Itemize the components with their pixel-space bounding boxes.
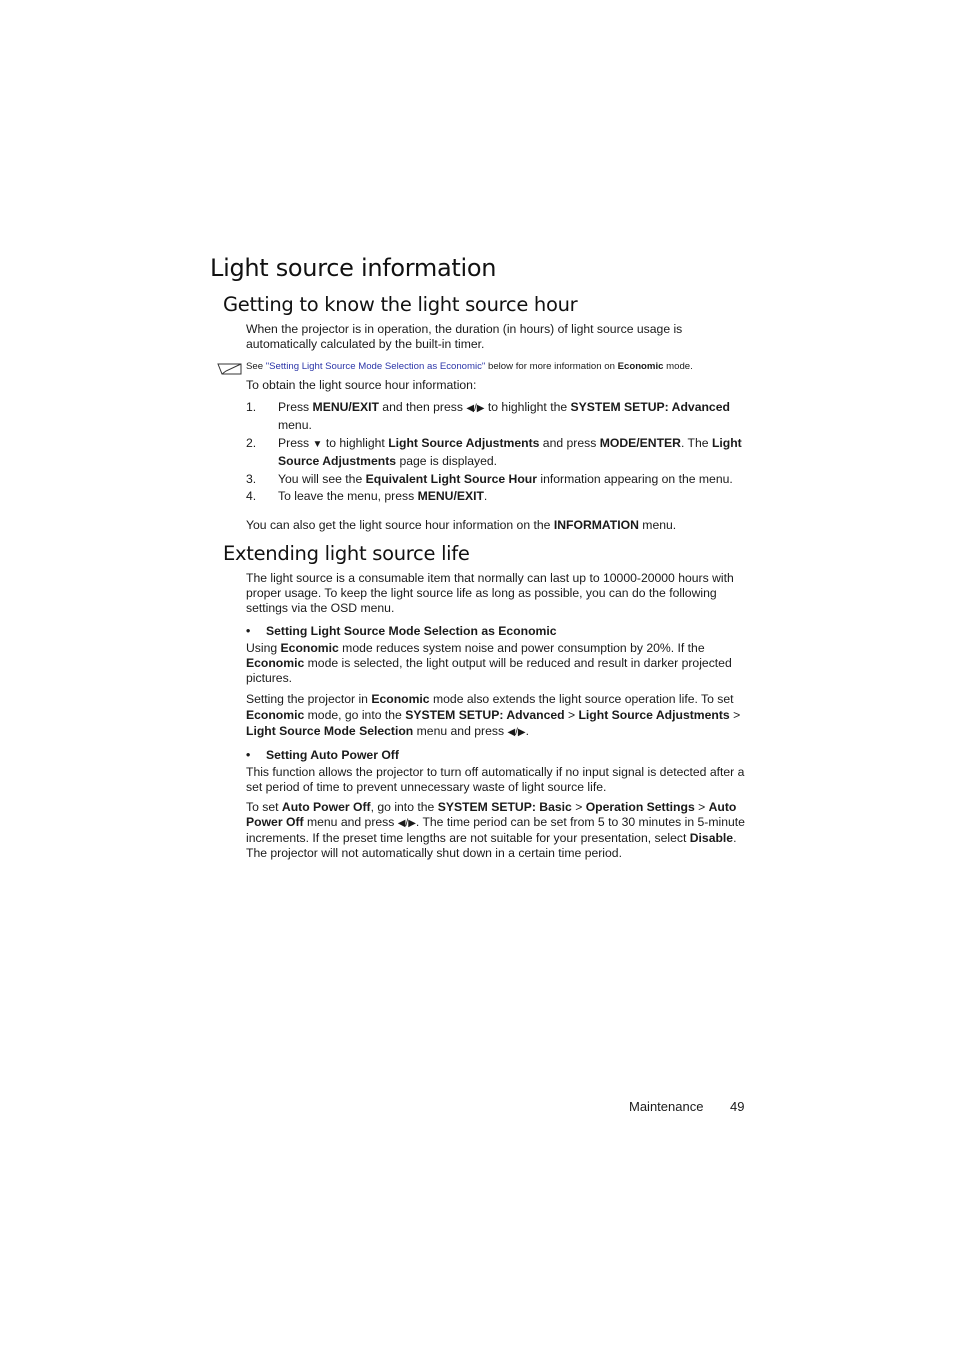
para-text: menu and press: [413, 724, 508, 738]
para-text: mode also extends the light source operation life. To set: [429, 692, 734, 706]
para-bold: Auto Power Off: [281, 800, 371, 814]
step-bold: Equivalent Light Source Hour: [365, 472, 537, 486]
step-bold: MENU/EXIT: [417, 489, 484, 503]
list-item: [246, 488, 746, 504]
step-number: 1.: [246, 400, 257, 414]
step-bold: MODE/ENTER: [599, 436, 681, 450]
para-text: , go into the: [370, 800, 438, 814]
bullet-label: Setting Light Source Mode Selection as Economic: [266, 624, 557, 638]
left-right-arrow-icon: ◀/▶: [507, 727, 526, 738]
step-text: information appearing on the menu.: [536, 472, 733, 486]
para-bold: Economic: [246, 708, 305, 722]
bullet-dot-icon: •: [246, 748, 251, 762]
para-text: .: [525, 724, 529, 738]
auto-power-off-paragraph-2: [246, 800, 746, 861]
step-number: 3.: [246, 472, 257, 486]
step-bold: Light Source Adjustments: [388, 436, 540, 450]
section1-lead: To obtain the light source hour information:: [246, 378, 477, 392]
closing-text: menu.: [638, 518, 677, 532]
section1-closing: [246, 518, 746, 533]
step-text: You will see the: [278, 472, 366, 486]
note-prefix: See: [246, 361, 266, 372]
para-bold: SYSTEM SETUP: Advanced: [405, 708, 565, 722]
auto-power-off-paragraph-1: This function allows the projector to turn off automatically if no input signal is detected after a set period of time to prevent unnecessary waste of light source life.: [246, 765, 745, 794]
step-text: Press: [278, 400, 313, 414]
note-suffix: mode.: [663, 361, 693, 372]
para-text: Using: [246, 641, 281, 655]
para-text: >: [729, 708, 741, 722]
page-heading: Light source information: [210, 254, 497, 282]
list-item: [246, 471, 746, 487]
step-text: and then press: [378, 400, 467, 414]
step-text: and press: [539, 436, 600, 450]
bullet-auto-power-off: [246, 748, 399, 762]
para-bold: Economic: [371, 692, 430, 706]
step-text: .: [483, 489, 488, 503]
pencil-note-icon: [216, 360, 244, 377]
step-text: page is displayed.: [396, 454, 498, 468]
note-link[interactable]: "Setting Light Source Mode Selection as Economic": [265, 361, 486, 372]
bullet-economic: [246, 624, 557, 638]
step-bold: MENU/EXIT: [312, 400, 379, 414]
step-text: Press: [278, 436, 313, 450]
para-bold: Light Source Mode Selection: [246, 724, 414, 738]
note-middle: below for more information on: [485, 361, 618, 372]
section-title-light-source-hour: Getting to know the light source hour: [223, 293, 578, 316]
para-text: mode, go into the: [304, 708, 406, 722]
step-text: . The: [680, 436, 712, 450]
para-text: Setting the projector in: [246, 692, 372, 706]
left-right-arrow-icon: ◀/▶: [466, 403, 485, 414]
economic-paragraph-1: [246, 641, 746, 686]
para-text: menu and press: [303, 815, 398, 829]
footer-section-name: Maintenance: [629, 1099, 704, 1114]
para-bold: Light Source Adjustments: [578, 708, 730, 722]
note-bold: Economic: [617, 361, 664, 372]
steps-list: [246, 399, 746, 505]
para-bold: Disable: [689, 831, 734, 845]
step-text: menu.: [278, 418, 312, 432]
closing-bold: INFORMATION: [553, 518, 639, 532]
section2-intro: The light source is a consumable item that normally can last up to 10000-20000 hours with proper usage. To keep the light source life as long as possible, you can do the following settings via the OSD menu.: [246, 571, 734, 615]
step-text: to highlight the: [484, 400, 571, 414]
para-bold: SYSTEM SETUP: Basic: [437, 800, 572, 814]
para-text: >: [571, 800, 586, 814]
para-text: mode is selected, the light output will be reduced and result in darker projected pictures.: [246, 656, 732, 685]
para-text: >: [694, 800, 709, 814]
list-item: [246, 435, 746, 469]
step-number: 4.: [246, 489, 257, 503]
section-title-extending-life: Extending light source life: [223, 542, 470, 565]
list-item: [246, 399, 746, 433]
step-number: 2.: [246, 436, 257, 450]
down-arrow-icon: ▼: [312, 439, 323, 450]
step-text: to highlight: [322, 436, 389, 450]
economic-paragraph-2: [246, 691, 746, 741]
note-text: [246, 361, 746, 373]
closing-text: You can also get the light source hour information on the: [246, 518, 554, 532]
footer-page-number: 49: [730, 1099, 745, 1114]
step-bold: Light Source Adjustments: [278, 436, 742, 468]
para-text: >: [564, 708, 579, 722]
para-text: To set: [246, 800, 282, 814]
para-text: . The projector will not automatically shut down in a certain time period.: [246, 831, 737, 860]
step-bold: SYSTEM SETUP: Advanced: [570, 400, 730, 414]
para-text: mode reduces system noise and power consumption by 20%. If the: [338, 641, 705, 655]
left-right-arrow-icon: ◀/▶: [397, 818, 416, 829]
bullet-dot-icon: •: [246, 624, 251, 638]
para-bold: Operation Settings: [585, 800, 695, 814]
bullet-label: Setting Auto Power Off: [266, 748, 399, 762]
para-bold: Economic: [246, 656, 305, 670]
step-text: To leave the menu, press: [278, 489, 418, 503]
para-bold: Economic: [280, 641, 339, 655]
para-text: . The time period can be set from 5 to 30 minutes in 5-minute increments. If the preset time lengths are not suitable for your presentation, select: [246, 815, 745, 845]
section1-intro: When the projector is in operation, the duration (in hours) of light source usage is automatically calculated by the built-in timer.: [246, 322, 683, 351]
para-bold: Auto Power Off: [246, 800, 737, 829]
